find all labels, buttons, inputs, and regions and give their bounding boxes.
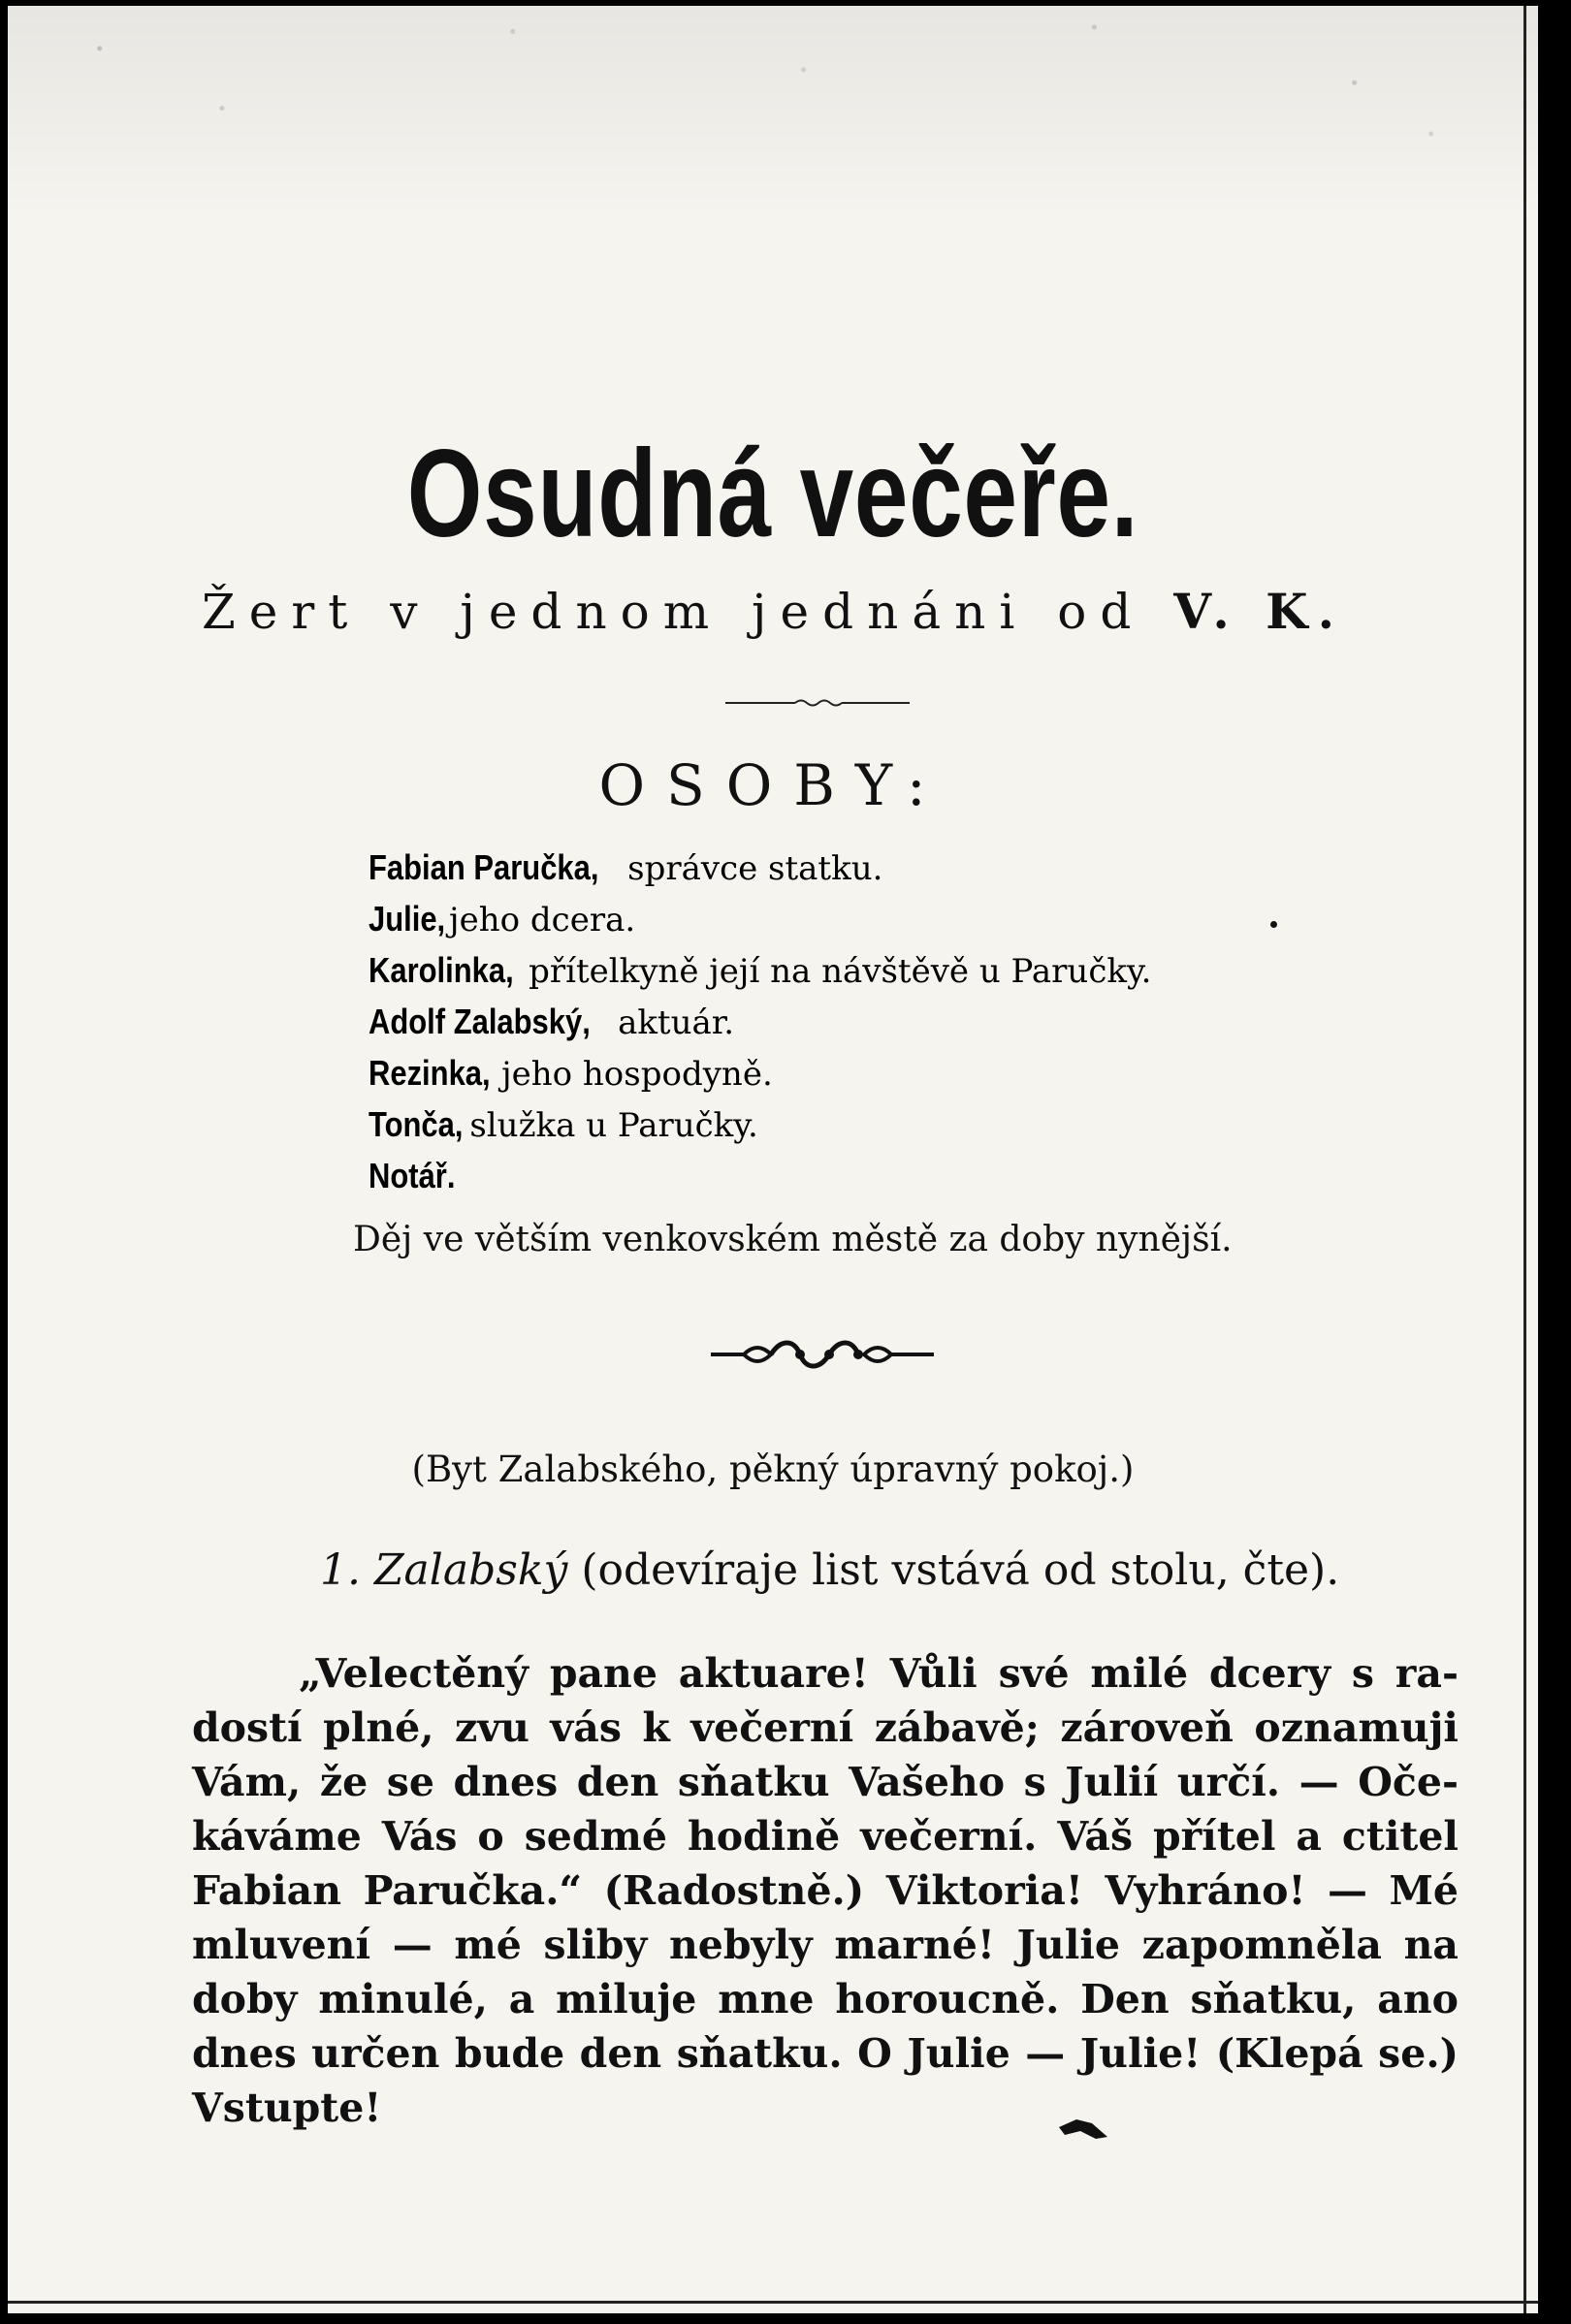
author-initials: V. K. xyxy=(1173,583,1345,640)
print-speck xyxy=(1270,921,1277,928)
cast-item xyxy=(369,1047,1387,1098)
character-description: jeho hospodyně. xyxy=(501,1055,773,1094)
scene-description: (Byt Zalabského, pěkný úpravný pokoj.) xyxy=(411,1449,1135,1490)
character-name: Julie, xyxy=(369,899,446,939)
character-description: správce statku. xyxy=(627,849,883,888)
speaker-heading xyxy=(320,1545,1339,1595)
text-line: „Velectěný pane aktuare! Vůli své milé dcery s ra- xyxy=(299,1650,1459,1697)
text-line: Vám, že se dnes den sňatku Vašeho s Julií určí. — Oče- xyxy=(192,1759,1459,1805)
title-divider xyxy=(725,696,910,710)
cast-list xyxy=(369,842,1387,1201)
text-line: dostí plné, zvu vás k večerní zábavě; zároveň oznamuji xyxy=(192,1704,1459,1751)
cast-item xyxy=(369,893,1387,944)
cast-item xyxy=(369,944,1387,996)
dialogue-paragraph xyxy=(192,1646,1459,2135)
subtitle-text: Žert v jednom jednáni od xyxy=(201,584,1145,640)
character-name: Karolinka, xyxy=(369,950,514,990)
character-description: služka u Paručky. xyxy=(469,1106,758,1145)
book-page xyxy=(8,6,1538,2313)
character-name: Adolf Zalabský, xyxy=(369,1002,591,1041)
page-edge-right xyxy=(1523,6,1526,2313)
play-subtitle xyxy=(8,583,1538,640)
cast-heading: OSOBY: xyxy=(598,752,947,818)
character-description: jeho dcera. xyxy=(449,901,636,939)
page-edge-bottom xyxy=(8,2301,1538,2304)
setting-note: Děj ve větším venkovském městě za doby nynější. xyxy=(353,1220,1233,1259)
text-line: dnes určen bude den sňatku. O Julie — Julie! (Klepá se.) xyxy=(192,2030,1459,2077)
cast-item xyxy=(369,842,1387,893)
cast-item xyxy=(369,1150,1387,1201)
text-line: mluvení — mé sliby nebyly marné! Julie zapomněla na xyxy=(192,1922,1459,1968)
text-line: doby minulé, a miluje mne horoucně. Den sňatku, ano xyxy=(192,1976,1459,2022)
ornament-divider xyxy=(711,1337,934,1372)
cast-item xyxy=(369,1098,1387,1150)
cast-item xyxy=(369,996,1387,1047)
character-description: aktuár. xyxy=(618,1003,735,1042)
text-line: Vstupte! xyxy=(192,2085,382,2131)
text-line: káváme Vás o sedmé hodině večerní. Váš přítel a ctitel xyxy=(192,1813,1459,1860)
character-name: Tonča, xyxy=(369,1104,464,1144)
character-name: Rezinka, xyxy=(369,1053,491,1093)
text-line: Fabian Paručka.“ (Radostně.) Viktoria! Vyhráno! — Mé xyxy=(192,1867,1459,1914)
ink-smudge xyxy=(1057,2116,1109,2143)
stage-direction: (odevíraje list vstává od stolu, čte). xyxy=(581,1545,1340,1595)
scene-number: 1. xyxy=(320,1545,361,1595)
play-title: Osudná večeře. xyxy=(406,425,1139,563)
character-name: Notář. xyxy=(369,1156,456,1195)
speaker-name: Zalabský xyxy=(373,1545,568,1595)
character-name: Fabian Paručka, xyxy=(369,847,599,887)
character-description: přítelkyně její na návštěvě u Paručky. xyxy=(529,952,1152,991)
paper-stain xyxy=(8,6,1538,219)
